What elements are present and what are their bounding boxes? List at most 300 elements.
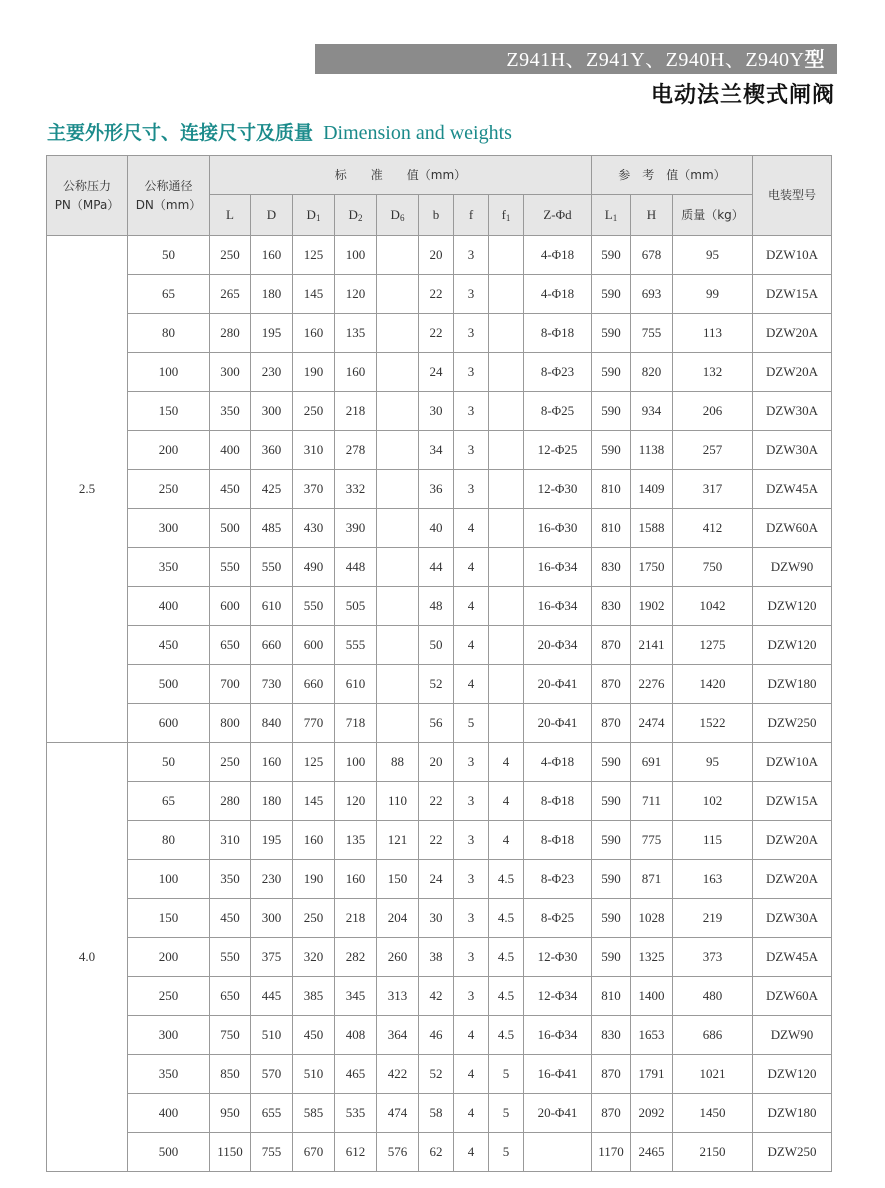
cell-b: 40 bbox=[419, 509, 454, 548]
cell-mass: 102 bbox=[673, 782, 753, 821]
cell-f: 4 bbox=[454, 587, 489, 626]
header-L1 bbox=[592, 195, 631, 236]
cell-z: 20-Φ41 bbox=[524, 704, 592, 743]
cell-d: 180 bbox=[251, 275, 293, 314]
cell-mass: 1522 bbox=[673, 704, 753, 743]
cell-motor: DZW60A bbox=[753, 977, 832, 1016]
cell-l1: 590 bbox=[592, 860, 631, 899]
cell-d1: 385 bbox=[293, 977, 335, 1016]
header-D6-text: D bbox=[390, 207, 400, 222]
cell-b: 58 bbox=[419, 1094, 454, 1133]
cell-b: 52 bbox=[419, 1055, 454, 1094]
cell-h: 934 bbox=[631, 392, 673, 431]
cell-l1: 590 bbox=[592, 899, 631, 938]
cell-d: 510 bbox=[251, 1016, 293, 1055]
cell-l: 300 bbox=[210, 353, 251, 392]
cell-mass: 115 bbox=[673, 821, 753, 860]
cell-z: 8-Φ23 bbox=[524, 353, 592, 392]
header-D1 bbox=[293, 195, 335, 236]
table-row bbox=[47, 938, 832, 977]
cell-d6 bbox=[377, 392, 419, 431]
cell-d2: 100 bbox=[335, 743, 377, 782]
cell-mass: 412 bbox=[673, 509, 753, 548]
cell-d2: 465 bbox=[335, 1055, 377, 1094]
cell-motor: DZW15A bbox=[753, 782, 832, 821]
header-f1 bbox=[489, 195, 524, 236]
cell-z: 20-Φ34 bbox=[524, 626, 592, 665]
cell-l: 700 bbox=[210, 665, 251, 704]
cell-d2: 135 bbox=[335, 314, 377, 353]
table-row bbox=[47, 704, 832, 743]
cell-mass: 317 bbox=[673, 470, 753, 509]
cell-dn: 300 bbox=[128, 509, 210, 548]
cell-dn: 250 bbox=[128, 977, 210, 1016]
cell-l: 600 bbox=[210, 587, 251, 626]
cell-d1: 370 bbox=[293, 470, 335, 509]
cell-b: 56 bbox=[419, 704, 454, 743]
model-codes: Z941H、Z941Y、Z940H、Z940Y bbox=[506, 49, 805, 71]
cell-h: 1588 bbox=[631, 509, 673, 548]
cell-dn: 50 bbox=[128, 236, 210, 275]
cell-l: 500 bbox=[210, 509, 251, 548]
cell-d: 655 bbox=[251, 1094, 293, 1133]
cell-h: 1791 bbox=[631, 1055, 673, 1094]
section-title-en: Dimension and weights bbox=[323, 122, 512, 144]
cell-d: 230 bbox=[251, 860, 293, 899]
cell-f1 bbox=[489, 275, 524, 314]
cell-l: 1150 bbox=[210, 1133, 251, 1172]
cell-mass: 1420 bbox=[673, 665, 753, 704]
cell-dn: 150 bbox=[128, 392, 210, 431]
cell-z: 4-Φ18 bbox=[524, 236, 592, 275]
cell-d: 425 bbox=[251, 470, 293, 509]
cell-motor: DZW10A bbox=[753, 236, 832, 275]
cell-d2: 448 bbox=[335, 548, 377, 587]
cell-d2: 135 bbox=[335, 821, 377, 860]
cell-mass: 99 bbox=[673, 275, 753, 314]
pn-cell: 4.0 bbox=[47, 743, 128, 1172]
cell-b: 22 bbox=[419, 821, 454, 860]
cell-l: 850 bbox=[210, 1055, 251, 1094]
cell-d2: 555 bbox=[335, 626, 377, 665]
cell-d1: 125 bbox=[293, 743, 335, 782]
cell-d6: 313 bbox=[377, 977, 419, 1016]
cell-d1: 190 bbox=[293, 353, 335, 392]
cell-h: 678 bbox=[631, 236, 673, 275]
cell-l1: 830 bbox=[592, 587, 631, 626]
cell-d2: 718 bbox=[335, 704, 377, 743]
cell-d: 360 bbox=[251, 431, 293, 470]
cell-b: 24 bbox=[419, 353, 454, 392]
cell-l1: 810 bbox=[592, 509, 631, 548]
cell-d2: 390 bbox=[335, 509, 377, 548]
cell-d6 bbox=[377, 470, 419, 509]
cell-mass: 163 bbox=[673, 860, 753, 899]
cell-d1: 145 bbox=[293, 782, 335, 821]
cell-d: 300 bbox=[251, 392, 293, 431]
cell-b: 36 bbox=[419, 470, 454, 509]
section-title-cn: 主要外形尺寸、连接尺寸及质量 bbox=[47, 122, 314, 144]
cell-d6 bbox=[377, 314, 419, 353]
cell-f: 3 bbox=[454, 275, 489, 314]
cell-f1: 4.5 bbox=[489, 899, 524, 938]
header-f1-text: f bbox=[501, 207, 506, 222]
cell-d: 195 bbox=[251, 314, 293, 353]
cell-f: 4 bbox=[454, 548, 489, 587]
cell-motor: DZW20A bbox=[753, 314, 832, 353]
cell-f: 3 bbox=[454, 821, 489, 860]
cell-mass: 1275 bbox=[673, 626, 753, 665]
table-row bbox=[47, 236, 832, 275]
cell-z: 12-Φ34 bbox=[524, 977, 592, 1016]
cell-h: 1902 bbox=[631, 587, 673, 626]
cell-motor: DZW15A bbox=[753, 275, 832, 314]
cell-l: 400 bbox=[210, 431, 251, 470]
cell-d: 570 bbox=[251, 1055, 293, 1094]
cell-h: 2141 bbox=[631, 626, 673, 665]
cell-d1: 310 bbox=[293, 431, 335, 470]
cell-motor: DZW30A bbox=[753, 899, 832, 938]
cell-dn: 50 bbox=[128, 743, 210, 782]
cell-motor: DZW90 bbox=[753, 548, 832, 587]
header-D1-sub: 1 bbox=[315, 213, 321, 223]
cell-d2: 120 bbox=[335, 275, 377, 314]
cell-motor: DZW250 bbox=[753, 704, 832, 743]
cell-mass: 257 bbox=[673, 431, 753, 470]
cell-d2: 160 bbox=[335, 860, 377, 899]
product-name: 电动法兰楔式闸阀 bbox=[650, 83, 835, 108]
cell-d6: 576 bbox=[377, 1133, 419, 1172]
cell-mass: 480 bbox=[673, 977, 753, 1016]
header-pn-line1: 公称压力 bbox=[62, 178, 111, 193]
cell-l1: 870 bbox=[592, 665, 631, 704]
cell-d2: 345 bbox=[335, 977, 377, 1016]
cell-b: 22 bbox=[419, 275, 454, 314]
cell-z: 16-Φ34 bbox=[524, 548, 592, 587]
table-row bbox=[47, 353, 832, 392]
cell-dn: 300 bbox=[128, 1016, 210, 1055]
cell-d6 bbox=[377, 665, 419, 704]
cell-f: 3 bbox=[454, 743, 489, 782]
cell-f: 4 bbox=[454, 626, 489, 665]
cell-motor: DZW10A bbox=[753, 743, 832, 782]
cell-d: 755 bbox=[251, 1133, 293, 1172]
cell-l: 350 bbox=[210, 860, 251, 899]
cell-dn: 450 bbox=[128, 626, 210, 665]
cell-motor: DZW60A bbox=[753, 509, 832, 548]
cell-d: 660 bbox=[251, 626, 293, 665]
cell-f: 3 bbox=[454, 431, 489, 470]
cell-mass: 95 bbox=[673, 743, 753, 782]
cell-d: 180 bbox=[251, 782, 293, 821]
cell-d2: 282 bbox=[335, 938, 377, 977]
table-row bbox=[47, 548, 832, 587]
cell-z: 8-Φ18 bbox=[524, 821, 592, 860]
header-motor: 电装型号 bbox=[753, 156, 832, 236]
cell-mass: 686 bbox=[673, 1016, 753, 1055]
cell-f: 4 bbox=[454, 1055, 489, 1094]
cell-d1: 600 bbox=[293, 626, 335, 665]
cell-z: 16-Φ30 bbox=[524, 509, 592, 548]
header-mass: 质量（kg） bbox=[673, 195, 753, 236]
cell-l: 265 bbox=[210, 275, 251, 314]
header-z: Z-Φd bbox=[524, 195, 592, 236]
cell-dn: 350 bbox=[128, 548, 210, 587]
cell-b: 38 bbox=[419, 938, 454, 977]
cell-h: 711 bbox=[631, 782, 673, 821]
cell-f: 3 bbox=[454, 470, 489, 509]
cell-dn: 80 bbox=[128, 314, 210, 353]
header-pn-line2: PN（MPa） bbox=[54, 197, 120, 212]
cell-d6: 110 bbox=[377, 782, 419, 821]
cell-dn: 250 bbox=[128, 470, 210, 509]
cell-motor: DZW120 bbox=[753, 587, 832, 626]
cell-d1: 450 bbox=[293, 1016, 335, 1055]
cell-mass: 219 bbox=[673, 899, 753, 938]
cell-z: 4-Φ18 bbox=[524, 275, 592, 314]
cell-dn: 100 bbox=[128, 860, 210, 899]
cell-d6 bbox=[377, 704, 419, 743]
cell-z: 12-Φ30 bbox=[524, 470, 592, 509]
cell-z: 20-Φ41 bbox=[524, 665, 592, 704]
cell-d1: 250 bbox=[293, 392, 335, 431]
cell-l1: 870 bbox=[592, 626, 631, 665]
cell-l: 350 bbox=[210, 392, 251, 431]
cell-motor: DZW30A bbox=[753, 431, 832, 470]
cell-d6: 260 bbox=[377, 938, 419, 977]
table-row bbox=[47, 1016, 832, 1055]
cell-b: 62 bbox=[419, 1133, 454, 1172]
table-row bbox=[47, 392, 832, 431]
cell-d1: 550 bbox=[293, 587, 335, 626]
header-L1-sub: 1 bbox=[612, 213, 618, 223]
cell-l1: 590 bbox=[592, 275, 631, 314]
cell-f1: 4.5 bbox=[489, 1016, 524, 1055]
cell-d6: 150 bbox=[377, 860, 419, 899]
cell-f: 4 bbox=[454, 509, 489, 548]
table-row bbox=[47, 782, 832, 821]
cell-d1: 430 bbox=[293, 509, 335, 548]
cell-l1: 1170 bbox=[592, 1133, 631, 1172]
cell-d: 840 bbox=[251, 704, 293, 743]
cell-h: 693 bbox=[631, 275, 673, 314]
cell-dn: 150 bbox=[128, 899, 210, 938]
cell-d: 375 bbox=[251, 938, 293, 977]
header-b: b bbox=[419, 195, 454, 236]
cell-l1: 590 bbox=[592, 431, 631, 470]
cell-dn: 65 bbox=[128, 275, 210, 314]
cell-h: 1138 bbox=[631, 431, 673, 470]
cell-z bbox=[524, 1133, 592, 1172]
cell-d6 bbox=[377, 431, 419, 470]
header-D6-sub: 6 bbox=[399, 213, 405, 223]
header-D6 bbox=[377, 195, 419, 236]
cell-d2: 278 bbox=[335, 431, 377, 470]
header-standard: 标 准 值（mm） bbox=[210, 156, 592, 195]
cell-d: 230 bbox=[251, 353, 293, 392]
header-reference: 参 考 值（mm） bbox=[592, 156, 753, 195]
table-row bbox=[47, 860, 832, 899]
cell-f1 bbox=[489, 431, 524, 470]
cell-d1: 160 bbox=[293, 314, 335, 353]
cell-d1: 320 bbox=[293, 938, 335, 977]
cell-b: 34 bbox=[419, 431, 454, 470]
cell-l1: 590 bbox=[592, 392, 631, 431]
cell-b: 22 bbox=[419, 314, 454, 353]
cell-motor: DZW120 bbox=[753, 1055, 832, 1094]
cell-l1: 590 bbox=[592, 236, 631, 275]
table-body bbox=[47, 236, 832, 1172]
table-row bbox=[47, 587, 832, 626]
cell-b: 22 bbox=[419, 782, 454, 821]
cell-f1 bbox=[489, 470, 524, 509]
dimension-table bbox=[46, 155, 832, 1172]
cell-d1: 660 bbox=[293, 665, 335, 704]
cell-d6 bbox=[377, 548, 419, 587]
cell-z: 8-Φ25 bbox=[524, 899, 592, 938]
cell-h: 820 bbox=[631, 353, 673, 392]
header-D2 bbox=[335, 195, 377, 236]
cell-b: 48 bbox=[419, 587, 454, 626]
cell-dn: 400 bbox=[128, 587, 210, 626]
cell-d2: 160 bbox=[335, 353, 377, 392]
cell-z: 8-Φ23 bbox=[524, 860, 592, 899]
cell-d6 bbox=[377, 353, 419, 392]
cell-b: 42 bbox=[419, 977, 454, 1016]
cell-l1: 830 bbox=[592, 1016, 631, 1055]
cell-dn: 100 bbox=[128, 353, 210, 392]
cell-d6 bbox=[377, 626, 419, 665]
cell-mass: 373 bbox=[673, 938, 753, 977]
cell-f1: 4.5 bbox=[489, 977, 524, 1016]
cell-f1: 5 bbox=[489, 1055, 524, 1094]
header-D2-sub: 2 bbox=[357, 213, 363, 223]
cell-d: 300 bbox=[251, 899, 293, 938]
header-D: D bbox=[251, 195, 293, 236]
cell-d2: 218 bbox=[335, 899, 377, 938]
cell-d1: 125 bbox=[293, 236, 335, 275]
cell-l1: 810 bbox=[592, 470, 631, 509]
cell-dn: 65 bbox=[128, 782, 210, 821]
cell-h: 871 bbox=[631, 860, 673, 899]
table-row bbox=[47, 665, 832, 704]
cell-motor: DZW180 bbox=[753, 1094, 832, 1133]
cell-l1: 870 bbox=[592, 704, 631, 743]
cell-f1 bbox=[489, 509, 524, 548]
table-row bbox=[47, 431, 832, 470]
cell-f1 bbox=[489, 392, 524, 431]
cell-d1: 510 bbox=[293, 1055, 335, 1094]
cell-h: 1409 bbox=[631, 470, 673, 509]
cell-l: 250 bbox=[210, 236, 251, 275]
header-D1-text: D bbox=[306, 207, 316, 222]
cell-f1 bbox=[489, 353, 524, 392]
cell-b: 20 bbox=[419, 743, 454, 782]
cell-f1: 4.5 bbox=[489, 938, 524, 977]
cell-l: 550 bbox=[210, 938, 251, 977]
cell-mass: 95 bbox=[673, 236, 753, 275]
cell-f: 3 bbox=[454, 860, 489, 899]
cell-mass: 1042 bbox=[673, 587, 753, 626]
table-row bbox=[47, 1055, 832, 1094]
cell-l: 310 bbox=[210, 821, 251, 860]
cell-l1: 810 bbox=[592, 977, 631, 1016]
header-dn-line1: 公称通径 bbox=[144, 178, 193, 193]
cell-d6 bbox=[377, 236, 419, 275]
cell-f1 bbox=[489, 548, 524, 587]
cell-d2: 100 bbox=[335, 236, 377, 275]
cell-d: 485 bbox=[251, 509, 293, 548]
cell-dn: 500 bbox=[128, 665, 210, 704]
cell-motor: DZW30A bbox=[753, 392, 832, 431]
cell-d6: 364 bbox=[377, 1016, 419, 1055]
cell-d2: 218 bbox=[335, 392, 377, 431]
cell-f: 3 bbox=[454, 938, 489, 977]
cell-h: 1400 bbox=[631, 977, 673, 1016]
cell-b: 30 bbox=[419, 899, 454, 938]
cell-d6: 474 bbox=[377, 1094, 419, 1133]
cell-l: 280 bbox=[210, 314, 251, 353]
cell-f: 4 bbox=[454, 1016, 489, 1055]
cell-motor: DZW20A bbox=[753, 860, 832, 899]
cell-f: 3 bbox=[454, 236, 489, 275]
cell-d1: 585 bbox=[293, 1094, 335, 1133]
cell-f: 3 bbox=[454, 314, 489, 353]
cell-dn: 200 bbox=[128, 938, 210, 977]
cell-h: 2276 bbox=[631, 665, 673, 704]
table-row bbox=[47, 977, 832, 1016]
cell-l1: 590 bbox=[592, 938, 631, 977]
cell-motor: DZW180 bbox=[753, 665, 832, 704]
cell-l: 250 bbox=[210, 743, 251, 782]
header-f1-sub: 1 bbox=[505, 213, 511, 223]
cell-dn: 500 bbox=[128, 1133, 210, 1172]
table-row bbox=[47, 1133, 832, 1172]
cell-l1: 870 bbox=[592, 1094, 631, 1133]
cell-l: 280 bbox=[210, 782, 251, 821]
cell-mass: 1450 bbox=[673, 1094, 753, 1133]
cell-h: 1028 bbox=[631, 899, 673, 938]
cell-l: 800 bbox=[210, 704, 251, 743]
table-row bbox=[47, 899, 832, 938]
cell-motor: DZW90 bbox=[753, 1016, 832, 1055]
model-header-bar bbox=[315, 44, 837, 74]
cell-f1 bbox=[489, 314, 524, 353]
cell-f1 bbox=[489, 626, 524, 665]
cell-d6 bbox=[377, 509, 419, 548]
cell-d: 550 bbox=[251, 548, 293, 587]
cell-d: 160 bbox=[251, 743, 293, 782]
cell-z: 8-Φ25 bbox=[524, 392, 592, 431]
table-row bbox=[47, 470, 832, 509]
cell-h: 1325 bbox=[631, 938, 673, 977]
cell-d: 730 bbox=[251, 665, 293, 704]
cell-l1: 830 bbox=[592, 548, 631, 587]
header-H: H bbox=[631, 195, 673, 236]
cell-h: 1653 bbox=[631, 1016, 673, 1055]
cell-b: 46 bbox=[419, 1016, 454, 1055]
cell-l1: 870 bbox=[592, 1055, 631, 1094]
header-pn bbox=[47, 156, 128, 236]
cell-mass: 750 bbox=[673, 548, 753, 587]
cell-l: 550 bbox=[210, 548, 251, 587]
header-dn-line2: DN（mm） bbox=[135, 197, 202, 212]
cell-d2: 120 bbox=[335, 782, 377, 821]
cell-d1: 250 bbox=[293, 899, 335, 938]
cell-f: 5 bbox=[454, 704, 489, 743]
cell-d: 445 bbox=[251, 977, 293, 1016]
cell-l1: 590 bbox=[592, 821, 631, 860]
